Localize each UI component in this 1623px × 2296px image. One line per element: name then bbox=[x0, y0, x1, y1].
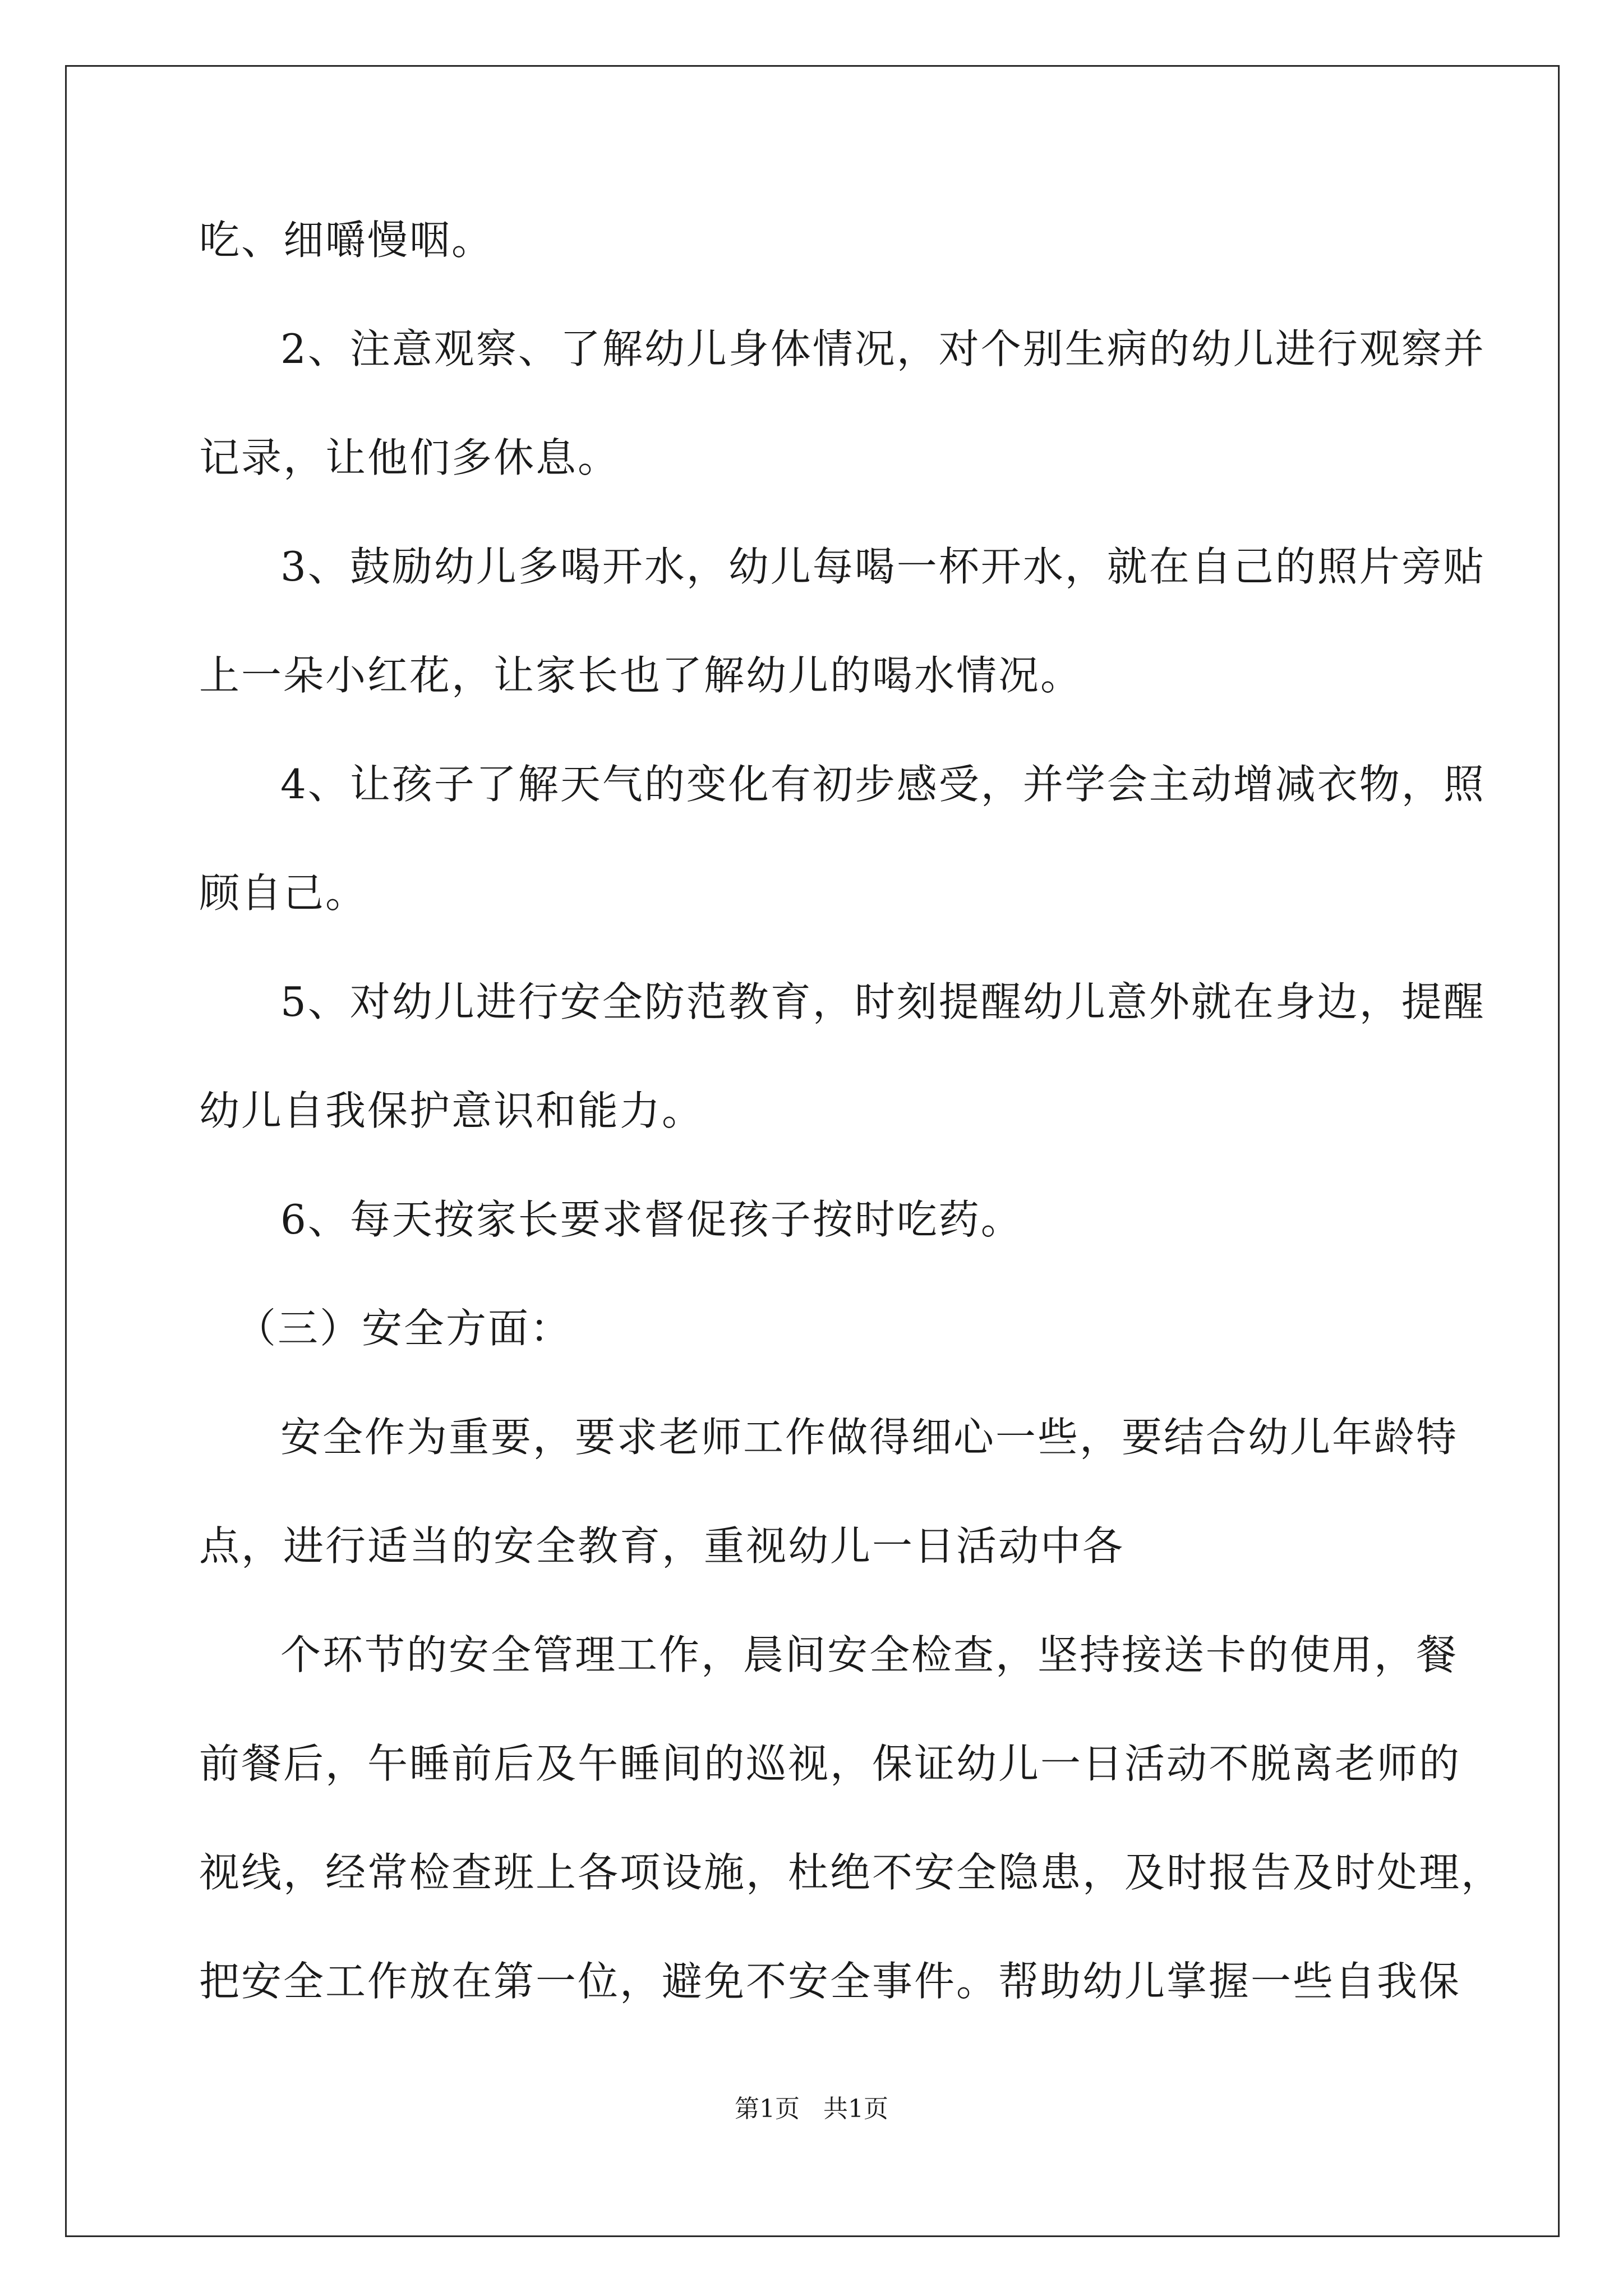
paragraph-line: 吃、细嚼慢咽。 bbox=[199, 217, 494, 264]
paragraph-line: 前餐后，午睡前后及午睡间的巡视，保证幼儿一日活动不脱离老师的 bbox=[199, 1740, 1461, 1787]
paragraph-line: 个环节的安全管理工作，晨间安全检查，坚持接送卡的使用，餐 bbox=[280, 1631, 1459, 1678]
paragraph-line: 5、对幼儿进行安全防范教育，时刻提醒幼儿意外就在身边，提醒 bbox=[280, 978, 1486, 1025]
paragraph-line: 顾自己。 bbox=[199, 869, 368, 917]
paragraph-line: 视线，经常检查班上各项设施，杜绝不安全隐患，及时报告及时处理， bbox=[199, 1849, 1504, 1896]
paragraph-line: 记录，让他们多休息。 bbox=[199, 434, 620, 481]
paragraph-line: 幼儿自我保护意识和能力。 bbox=[199, 1087, 704, 1134]
paragraph-line: 点，进行适当的安全教育，重视幼儿一日活动中各 bbox=[199, 1522, 1125, 1570]
section-heading: （三）安全方面： bbox=[236, 1305, 573, 1352]
paragraph-line: 安全作为重要，要求老师工作做得细心一些，要结合幼儿年龄特 bbox=[280, 1414, 1459, 1461]
paragraph-line: 4、让孩子了解天气的变化有初步感受，并学会主动增减衣物，照 bbox=[280, 761, 1486, 808]
paragraph-line: 上一朵小红花，让家长也了解幼儿的喝水情况。 bbox=[199, 652, 1083, 699]
paragraph-line: 3、鼓励幼儿多喝开水，幼儿每喝一杯开水，就在自己的照片旁贴 bbox=[280, 543, 1486, 590]
page-number-footer: 第1页 共1页 bbox=[735, 2095, 888, 2123]
paragraph-line: 2、注意观察、了解幼儿身体情况，对个别生病的幼儿进行观察并 bbox=[280, 325, 1486, 372]
paragraph-line: 把安全工作放在第一位，避免不安全事件。帮助幼儿掌握一些自我保 bbox=[199, 1958, 1461, 2005]
paragraph-line: 6、每天按家长要求督促孩子按时吃药。 bbox=[280, 1196, 1023, 1243]
